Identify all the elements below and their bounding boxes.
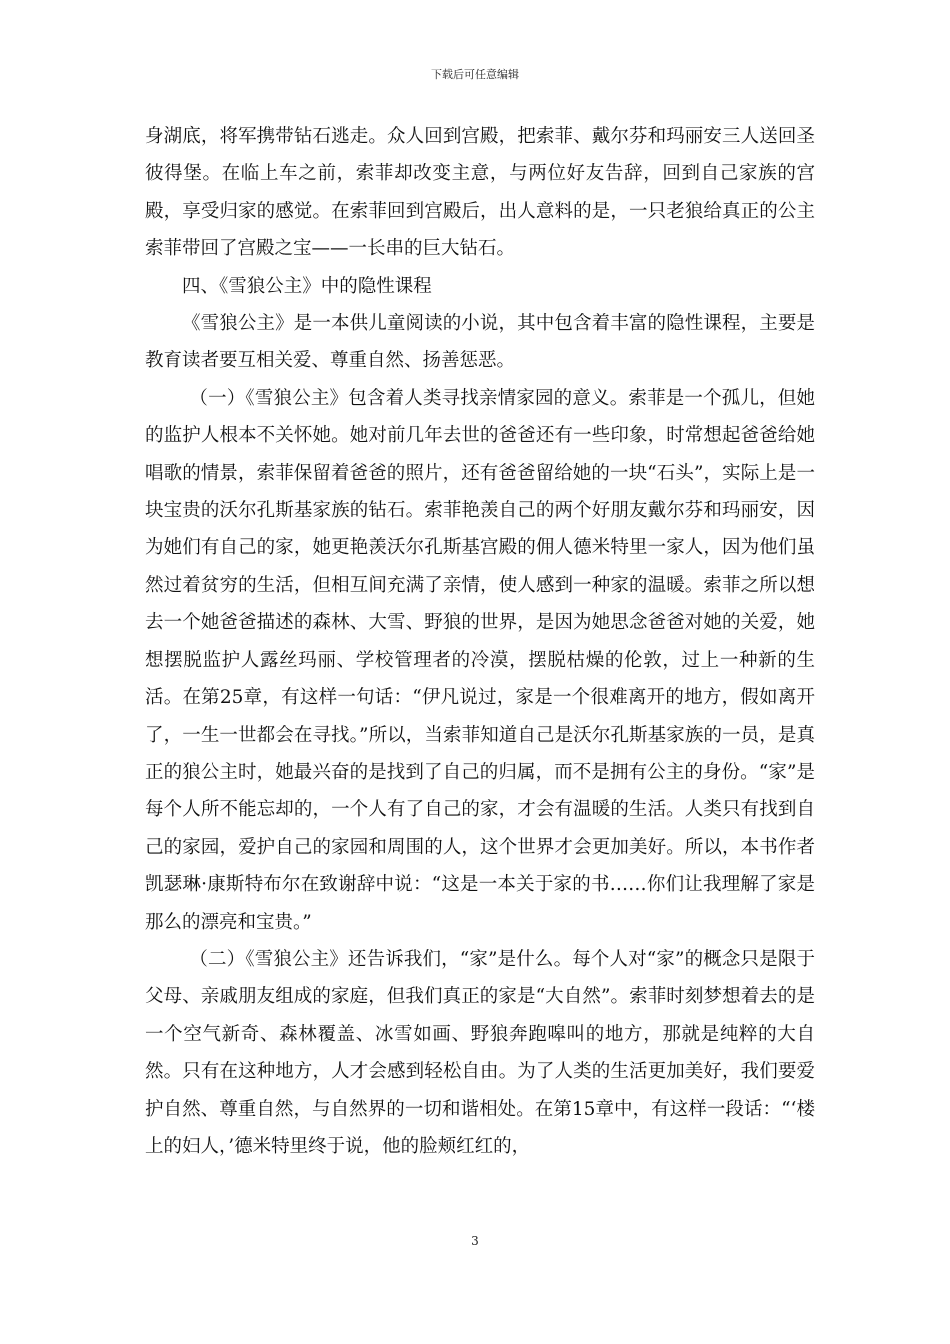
section-heading: 四、《雪狼公主》中的隐性课程 <box>182 275 432 297</box>
paragraph-intro: 《雪狼公主》是一本供儿童阅读的小说，其中包含着丰富的隐性课程，主要是教育读者要互相关爱、尊重自然、扬善惩恶。 <box>145 313 815 372</box>
page-header: 下载后可任意编辑 <box>431 68 519 81</box>
paragraph-point-two: （二）《雪狼公主》还告诉我们，“家”是什么。每个人对“家”的概念只是限于父母、亲戚朋友组成的家庭，但我们真正的家是“大自然”。索菲时刻梦想着去的是一个空气新奇、森林覆盖、冰雪如画、野狼奔跑嗥叫的地方，那就是纯粹的大自然。只有在这种地方，人才会感到轻松自由。为了人类的生活更加美好，我们要爱护自然、尊重自然，与自然界的一切和谐相处。在第15章中，有这样一段话：“‘楼上的妇人，’德米特里终于说，他的脸颊红红的， <box>145 948 815 1157</box>
page-number: 3 <box>471 1234 479 1248</box>
document-body <box>145 118 815 1165</box>
paragraph-continuation: 身湖底，将军携带钻石逃走。众人回到宫殿，把索菲、戴尔芬和玛丽安三人送回圣彼得堡。在临上车之前，索菲却改变主意，与两位好友告辞，回到自己家族的宫殿，享受归家的感觉。在索菲回到宫殿后，出人意料的是，一只老狼给真正的公主索菲带回了宫殿之宝——一长串的巨大钻石。 <box>145 126 815 260</box>
paragraph-point-one: （一）《雪狼公主》包含着人类寻找亲情家园的意义。索菲是一个孤儿，但她的监护人根本不关怀她。她对前几年去世的爸爸还有一些印象，时常想起爸爸给她唱歌的情景，索菲保留着爸爸的照片，还有爸爸留给她的一块“石头”，实际上是一块宝贵的沃尔孔斯基家族的钻石。索菲艳羡自己的两个好朋友戴尔芬和玛丽安，因为她们有自己的家，她更艳羡沃尔孔斯基宫殿的佣人德米特里一家人，因为他们虽然过着贫穷的生活，但相互间充满了亲情，使人感到一种家的温暖。索菲之所以想去一个她爸爸描述的森林、大雪、野狼的世界，是因为她思念爸爸对她的关爱，她想摆脱监护人露丝玛丽、学校管理者的冷漠，摆脱枯燥的伦敦，过上一种新的生活。在第25章，有这样一句话：“伊凡说过，家是一个很难离开的地方，假如离开了，一生一世都会在寻找。”所以，当索菲知道自己是沃尔孔斯基家族的一员，是真正的狼公主时，她最兴奋的是找到了自己的归属，而不是拥有公主的身份。“家”是每个人所不能忘却的，一个人有了自己的家，才会有温暖的生活。人类只有找到自己的家园，爱护自己的家园和周围的人，这个世界才会更加美好。所以，本书作者凯瑟琳·康斯特布尔在致谢辞中说：“这是一本关于家的书……你们让我理解了家是那么的漂亮和宝贵。” <box>145 387 815 933</box>
